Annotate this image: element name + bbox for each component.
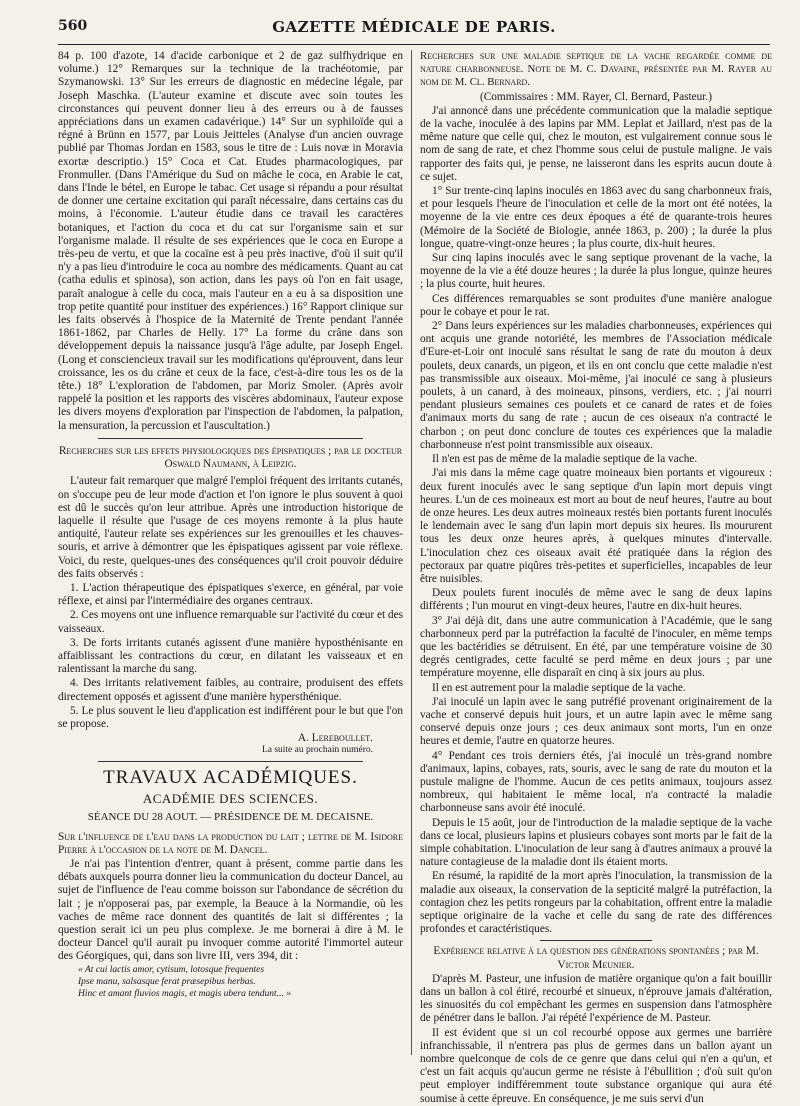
divider <box>98 761 363 762</box>
running-head: GAZETTE MÉDICALE DE PARIS. <box>272 18 556 36</box>
article-title: Expérience relative à la question des générations spontanées ; par M. Victor Meunier. <box>433 945 759 971</box>
paragraph: En résumé, la rapidité de la mort après l'inoculation, la transmission de la maladie aux oiseaux, la conservation de la septicité malgré la putréfaction, la contagion chez les petits rongeurs par la cohabitation, offrent entre la maladie septique originaire de la vache et celle du sang de rate des différences profondes et caractéristiques. <box>420 870 772 936</box>
paragraph: J'ai mis dans la même cage quatre moineaux bien portants et vigoureux : deux furent inoculés avec le sang septique d'un lapin mort depuis vingt heures. L'un de ces moineaux est mort au bout de neuf heures, l'autre au bout de onze heures. Les deux autres moineaux restés bien portants furent inoculés le lendemain avec le sang d'un lapin mort depuis six heures. Ils moururent tous les deux onze heures après, à quelques minutes d'intervalle. L'inoculation chez ces oiseaux avait été pratiquée dans la région des pectoraux par quatre piqûres très-petites et superficielles, incapables de leur être nuisibles. <box>420 467 772 585</box>
paragraph: Deux poulets furent inoculés de même avec le sang de deux lapins différents ; l'un mourut en vingt-deux heures, l'autre en dix-huit heures. <box>420 587 772 613</box>
paragraph: Il est évident que si un col recourbé oppose aux germes une barrière infranchissable, il n'entrera pas plus de germes dans un ballon ayant un nombre quelconque de cols de ce genre que dans celui qui n'en a qu'un, et c'est un fait acquis qu'aucun germe ne résiste à l'ébullition ; d'où suit qu'on peut employer indifféremment toute substance organique qui aura été soumise à cette épreuve. En conséquence, je me suis servi d'un <box>420 1026 772 1105</box>
author-signature: A. Lereboullet. <box>297 732 373 745</box>
paragraph: Sur cinq lapins inoculés avec le sang septique provenant de la vache, la moyenne de la vie a été douze heures ; la durée la plus longue, quinze heures ; la plus courte, huit heures. <box>420 252 772 291</box>
divider <box>98 438 363 439</box>
paragraph: 2° Dans leurs expériences sur les maladies charbonneuses, expériences qui ont acquis une grande notoriété, les membres de l'Association médicale d'Eure-et-Loir ont inoculé sans résultat le sang de rate du mouton à deux poulets, deux canards, un pigeon, et ils en ont conclu que cette maladie n'est pas transmissible aux oiseaux. Moi-même, j'ai inoculé ce sang à plusieurs poulets, à un canard, à des moineaux, pinsons, verdiers, etc. ; j'ai nourri pendant plusieurs semaines ces poulets et ce canard de rates et de foies d'animaux morts du sang de rate ; aucun de ces oiseaux n'a contracté le charbon ; on peut donc conclure de toutes ces expériences que la maladie charbonneuse n'est point transmissible aux oiseaux. <box>420 320 772 451</box>
column-rule <box>411 50 412 1055</box>
latin-quote-line: Ipse manu, salsasque ferat præsepibus herbas. <box>78 976 256 987</box>
paragraph: 4° Pendant ces trois derniers étés, j'ai inoculé un très-grand nombre d'animaux, lapins, cobayes, rats, souris, avec le sang de rate du mouton et la pustule maligne de l'homme. Aucun de ces petits animaux, toujours assez nombreux, qui habitaient le même local, n'a contracté la maladie charbonneuse sans avoir été inoculé. <box>420 749 772 815</box>
paragraph: J'ai annoncé dans une précédente communication que la maladie septique de la vache, inoculée à des lapins par MM. Leplat et Jaillard, n'est pas de la même nature que celle qui, chez le mouton, est vulgairement connue sous le nom de sang de rate, et chez l'homme sous celui de pustule maligne. Je vais rapporter des faits qui, je pense, ne laisseront dans les esprits aucun doute à ce sujet. <box>420 104 772 183</box>
session-line: SÉANCE DU 28 AOUT. — PRÉSIDENCE DE M. DECAISNE. <box>87 811 374 824</box>
latin-quote-line: Hinc et amant fluvios magis, et magis ubera tendunt... » <box>78 988 291 999</box>
section-heading: TRAVAUX ACADÉMIQUES. <box>103 767 358 789</box>
paragraph: 84 p. 100 d'azote, 14 d'acide carbonique et 2 de gaz sulfhydrique en volume.) 12° Remarques sur la technique de la trachéotomie, par Szymanowski. 13° Sur les erreurs de diagnostic en médecine légale, par Joseph Maschka. (L'auteur examine et discute avec soin toutes les circonstances qui peuvent donner lieu à des erreurs ou à de fausses appréciations dans un examen cadavérique.) 14° Sur un syphiloïde qui a régné à Brünn en 1577, par Louis Jeitteles (Analyse d'un ancien ouvrage publié par Thomas Jordan en 1583, sous le titre de : Luis novæ in Moravia exortæ descriptio.) 15° Coca et Cat. Etudes pharmacologiques, par Fronmuller. (Dans l'Amérique du Sud on mâche le coca, en Arabie le cat, dans l'Inde le bétel, en Europe le tabac. Cet usage si répandu a pour résultat de donner une certaine excitation qui paraît nécessaire, dans certains cas du moins, à l'économie. L'auteur étudie dans ce travail les caractères botaniques, et l'action du coca et du cat sur l'organisme sain et sur l'organisme malade. Il résulte de ses expériences que le coca en Europe a très-peu de vertu, et que la cocaïne est à peu près inactive, d'où il suit qu'il n'y a pas lieu d'introduire le coca au nombre des médicaments. Quant au cat (catha edulis et spinosa), son action, dans les pays où l'on en fait usage, paraît analogue à celle du coca, mais l'auteur en a eu à sa disposition une trop petite quantité pour instituer des expériences.) 16° Rapport clinique sur les faits observés à l'hospice de la Maternité de Trente pendant l'année 1861-1862, par Charles de Helly. 17° La forme du crâne dans son développement depuis la naissance jusqu'à l'âge adulte, par Joseph Engel. (Long et consciencieux travail sur les modifications qu'éprouvent, dans leur croissance, les os du crâne et ceux de la face, c'est-à-dire tous les os de la tête.) 18° L'exploration de l'abdomen, par Moriz Smoler. (Après avoir rappelé la position et les rapports des viscères abdominaux, l'auteur expose les divers moyens d'exploration par l'inspection de l'abdomen, la palpation, la mensuration, la percussion et l'auscultation.) <box>58 50 403 432</box>
page-header <box>58 16 770 45</box>
paragraph: 2. Ces moyens ont une influence remarquable sur l'activité du cœur et des vaisseaux. <box>58 609 403 635</box>
paragraph: 1. L'action thérapeutique des épispatiques s'exerce, en général, par voie réflexe, et ainsi par l'intermédiaire des organes centraux. <box>58 581 403 608</box>
latin-quote-line: « At cui lactis amor, cytisum, lotosque frequentes <box>78 964 265 975</box>
paragraph: 3° J'ai déjà dit, dans une autre communication à l'Académie, que le sang charbonneux perd par la putréfaction la faculté de l'inoculer, en même temps que les bactéridies se détruisent. En été, par une température voisine de 30 degrés centigrades, cette faculté se perd même en deux jours ; par une température moyenne, elle disparaît en cinq à six jours au plus. <box>420 614 772 680</box>
paragraph: L'auteur fait remarquer que malgré l'emploi fréquent des irritants cutanés, on s'occupe peu de leur mode d'action et l'on ignore le plus souvent à quoi est dû le succès qu'on leur attribue. Après une introduction historique de laquelle il résulte que l'usage de ces moyens remonte à la plus haute antiquité, l'auteur relate ses expériences sur les grenouilles et les chauves-souris, et arrive à démontrer que les épispatiques agissent par voie réflexe. Voici, du reste, quelques-unes des conséquences qu'il croit pouvoir déduire des faits observés : <box>58 475 403 580</box>
commission-line: (Commissaires : MM. Rayer, Cl. Bernard, Pasteur.) <box>479 90 713 103</box>
article-title: Sur l'influence de l'eau dans la production du lait ; lettre de M. Isidore Pierre à l'occasion de la note de M. Dancel. <box>58 830 403 856</box>
page-number: 560 <box>58 18 88 34</box>
paragraph: Ces différences remarquables se sont produites d'une manière analogue pour le cobaye et pour le rat. <box>420 292 772 318</box>
article-title: Recherches sur les effets physiologiques des épispatiques ; par le docteur Oswald Naumann, à Leipzig. <box>58 444 403 471</box>
right-column <box>420 50 772 1105</box>
paragraph: Depuis le 15 août, jour de l'introduction de la maladie septique de la vache dans ce local, plusieurs lapins et plusieurs cobayes sont morts par le fait de la simple cohabitation. L'inoculation de leur sang à d'autres animaux a prouvé la nature contagieuse de la maladie dont ils étaient morts. <box>420 816 772 869</box>
paragraph: J'ai inoculé un lapin avec le sang putréfié provenant originairement de la vache et conservé depuis huit jours, et un autre lapin avec le même sang conservé depuis onze jours ; ces deux animaux sont morts, l'un en onze heures et demie, l'autre en quatorze heures. <box>420 695 772 748</box>
paragraph: Il en est autrement pour la maladie septique de la vache. <box>432 681 686 694</box>
paragraph: Il n'en est pas de même de la maladie septique de la vache. <box>432 453 698 466</box>
subsection-heading: ACADÉMIE DES SCIENCES. <box>142 791 319 807</box>
continuation-note: La suite au prochain numéro. <box>261 745 373 756</box>
paragraph: 4. Des irritants relativement faibles, au contraire, produisent des effets directement opposés et agissent d'une manière hypersthénique. <box>58 677 403 703</box>
left-column <box>58 50 403 1058</box>
paragraph: Je n'ai pas l'intention d'entrer, quant à présent, comme partie dans les débats auxquels pourra donner lieu la communication du docteur Dancel, au sujet de l'influence de l'eau comme boisson sur l'abondance de sécrétion du lait ; je n'opposerai pas, par exemple, la Beauce à la Normandie, où les vaches de même race donnent des quantités de lait si différentes ; la question serait ici un peu plus complexe. Je me bornerai à dire à M. le docteur Dancel qu'il aurait pu invoquer comme autorité l'immortel auteur des Géorgiques, qui, dans son livre III, vers 394, dit : <box>58 857 403 963</box>
paragraph: 1° Sur trente-cinq lapins inoculés en 1863 avec du sang charbonneux frais, et pour lesquels l'heure de l'inoculation et celle de la mort ont été notées, la moyenne de la vie entre ces deux époques a été de quarante-trois heures (Mémoire de la Société de Biologie, année 1863, p. 200) ; la durée la plus longue, quatre-vingt-onze heures ; la plus courte, dix-huit heures. <box>420 185 772 250</box>
divider <box>540 940 652 941</box>
paragraph: D'après M. Pasteur, une infusion de matière organique qu'on a fait bouillir dans un ballon à col étiré, recourbé et sinueux, n'éprouve jamais d'altération, les sinuosités du col empêchant les germes en suspension dans l'atmosphère de pénétrer dans le ballon. J'ai répété l'expérience de M. Pasteur. <box>420 972 772 1025</box>
article-title: Recherches sur une maladie septique de la vache regardée comme de nature charbonneuse. Note de M. C. Davaine, présentée par M. Rayer au nom de M. Cl. Bernard. <box>420 50 772 89</box>
paragraph: 5. Le plus souvent le lieu d'application est indifférent pour le but que l'on se propose. <box>58 704 403 730</box>
paragraph: 3. De forts irritants cutanés agissent d'une manière hyposthénisante en affaiblissant les contractions du cœur, en dilatant les vaisseaux et en ralentissant la marche du sang. <box>58 636 403 676</box>
